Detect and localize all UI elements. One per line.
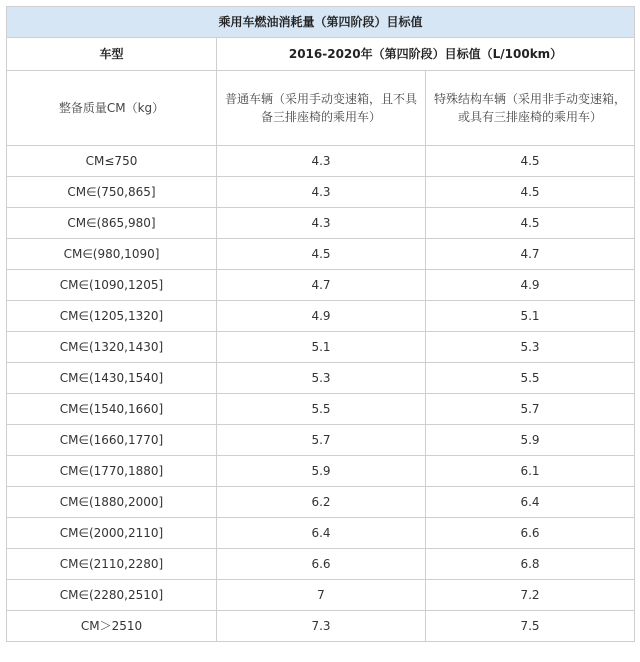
cell-normal-value: 4.3 <box>217 146 426 177</box>
table-title: 乘用车燃油消耗量（第四阶段）目标值 <box>7 7 635 38</box>
cell-curb-mass: CM∈(1880,2000] <box>7 487 217 518</box>
fuel-consumption-table <box>6 6 635 642</box>
table-header-row <box>7 38 635 71</box>
table-row <box>7 580 635 611</box>
cell-normal-value: 4.9 <box>217 301 426 332</box>
cell-curb-mass: CM∈(1090,1205] <box>7 270 217 301</box>
cell-special-value: 6.1 <box>426 456 635 487</box>
cell-normal-value: 6.6 <box>217 549 426 580</box>
cell-normal-value: 5.9 <box>217 456 426 487</box>
table-row <box>7 518 635 549</box>
cell-special-value: 4.5 <box>426 208 635 239</box>
cell-normal-value: 5.1 <box>217 332 426 363</box>
cell-curb-mass: CM∈(1660,1770] <box>7 425 217 456</box>
header-vehicle-type: 车型 <box>7 38 217 71</box>
table-row <box>7 301 635 332</box>
table-row <box>7 611 635 642</box>
cell-curb-mass: CM∈(750,865] <box>7 177 217 208</box>
cell-special-value: 5.5 <box>426 363 635 394</box>
table-title-row <box>7 7 635 38</box>
table-row <box>7 487 635 518</box>
table-row <box>7 549 635 580</box>
table-row <box>7 239 635 270</box>
cell-special-value: 5.3 <box>426 332 635 363</box>
cell-special-value: 6.8 <box>426 549 635 580</box>
cell-curb-mass: CM≤750 <box>7 146 217 177</box>
table-row <box>7 208 635 239</box>
table-row <box>7 270 635 301</box>
cell-normal-value: 4.5 <box>217 239 426 270</box>
cell-curb-mass: CM∈(1320,1430] <box>7 332 217 363</box>
cell-curb-mass: CM＞2510 <box>7 611 217 642</box>
table-subheader-row <box>7 71 635 146</box>
table-row <box>7 177 635 208</box>
cell-curb-mass: CM∈(1770,1880] <box>7 456 217 487</box>
cell-special-value: 5.9 <box>426 425 635 456</box>
cell-special-value: 5.1 <box>426 301 635 332</box>
cell-special-value: 5.7 <box>426 394 635 425</box>
cell-normal-value: 4.3 <box>217 208 426 239</box>
cell-special-value: 4.5 <box>426 146 635 177</box>
cell-curb-mass: CM∈(1430,1540] <box>7 363 217 394</box>
cell-normal-value: 4.7 <box>217 270 426 301</box>
cell-special-value: 6.4 <box>426 487 635 518</box>
cell-curb-mass: CM∈(2110,2280] <box>7 549 217 580</box>
cell-special-value: 4.9 <box>426 270 635 301</box>
table-row <box>7 332 635 363</box>
cell-special-value: 6.6 <box>426 518 635 549</box>
cell-curb-mass: CM∈(2000,2110] <box>7 518 217 549</box>
cell-normal-value: 5.5 <box>217 394 426 425</box>
table-row <box>7 146 635 177</box>
cell-curb-mass: CM∈(1540,1660] <box>7 394 217 425</box>
cell-curb-mass: CM∈(865,980] <box>7 208 217 239</box>
cell-normal-value: 7.3 <box>217 611 426 642</box>
cell-curb-mass: CM∈(2280,2510] <box>7 580 217 611</box>
cell-special-value: 7.5 <box>426 611 635 642</box>
cell-normal-value: 5.7 <box>217 425 426 456</box>
cell-normal-value: 4.3 <box>217 177 426 208</box>
cell-normal-value: 5.3 <box>217 363 426 394</box>
table-row <box>7 394 635 425</box>
cell-normal-value: 6.2 <box>217 487 426 518</box>
cell-normal-value: 6.4 <box>217 518 426 549</box>
cell-curb-mass: CM∈(980,1090] <box>7 239 217 270</box>
cell-special-value: 7.2 <box>426 580 635 611</box>
table-row <box>7 456 635 487</box>
cell-special-value: 4.7 <box>426 239 635 270</box>
cell-special-value: 4.5 <box>426 177 635 208</box>
table-row <box>7 363 635 394</box>
cell-curb-mass: CM∈(1205,1320] <box>7 301 217 332</box>
header-normal-vehicle: 普通车辆（采用手动变速箱，且不具备三排座椅的乘用车） <box>217 71 426 146</box>
table-body <box>7 7 635 642</box>
header-special-vehicle: 特殊结构车辆（采用非手动变速箱，或具有三排座椅的乘用车） <box>426 71 635 146</box>
header-target-value: 2016-2020年（第四阶段）目标值（L/100km） <box>217 38 635 71</box>
header-curb-mass: 整备质量CM（kg） <box>7 71 217 146</box>
cell-normal-value: 7 <box>217 580 426 611</box>
table-row <box>7 425 635 456</box>
